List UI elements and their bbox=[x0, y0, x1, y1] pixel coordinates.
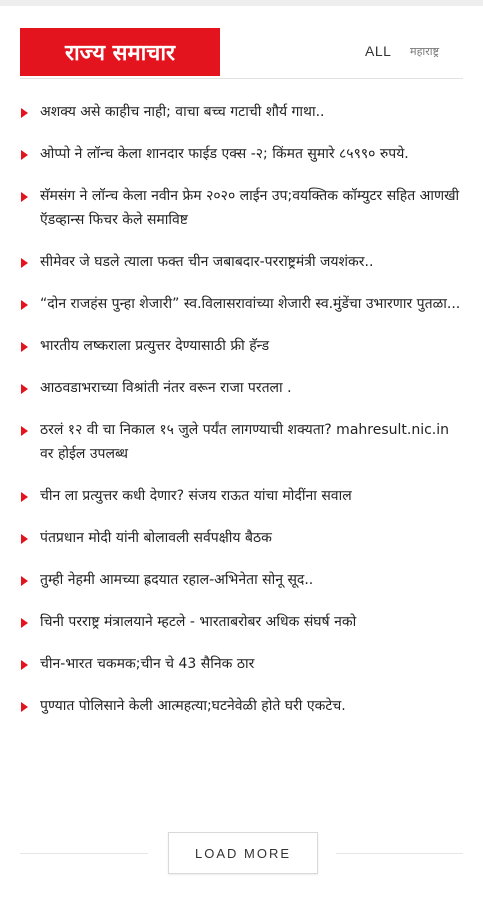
news-item[interactable] bbox=[20, 568, 463, 592]
news-headline[interactable]: तुम्ही नेहमी आमच्या ह्रदयात रहाल-अभिनेता सोनू सूद.. bbox=[40, 572, 314, 588]
news-headline[interactable]: भारतीय लष्कराला प्रत्युत्तर देण्यासाठी फ्री हॅन्ड bbox=[40, 338, 270, 354]
section-title: राज्य समाचार bbox=[20, 28, 220, 76]
news-headline[interactable]: “दोन राजहंस पुन्हा शेजारी” स्व.विलासरावांच्या शेजारी स्व.मुंडेंचा उभारणार पुतळा... bbox=[40, 296, 461, 312]
news-headline[interactable]: सीमेवर जे घडले त्याला फक्त चीन जबाबदार-परराष्ट्रमंत्री जयशंकर.. bbox=[40, 254, 374, 270]
news-item[interactable] bbox=[20, 100, 463, 124]
bullet-arrow-icon bbox=[21, 192, 28, 202]
news-headline[interactable]: ठरलं १२ वी चा निकाल १५ जुले पर्यंत लागण्याची शक्यता? mahresult.nic.in वर होईल उपलब्ध bbox=[40, 422, 449, 462]
bullet-arrow-icon bbox=[21, 150, 28, 160]
section-header bbox=[20, 28, 463, 79]
news-item[interactable] bbox=[20, 526, 463, 550]
bullet-arrow-icon bbox=[21, 342, 28, 352]
footer-divider-left bbox=[20, 853, 148, 854]
bullet-arrow-icon bbox=[21, 702, 28, 712]
bullet-arrow-icon bbox=[21, 108, 28, 118]
tab-all[interactable]: ALL bbox=[365, 43, 392, 59]
news-item[interactable] bbox=[20, 694, 463, 718]
bullet-arrow-icon bbox=[21, 492, 28, 502]
news-item[interactable] bbox=[20, 334, 463, 358]
bullet-arrow-icon bbox=[21, 534, 28, 544]
news-headline[interactable]: चिनी परराष्ट्र मंत्रालयाने म्हटले - भारताबरोबर अधिक संघर्ष नको bbox=[40, 614, 357, 630]
news-headline[interactable]: ओप्पो ने लॉन्च केला शानदार फाईड एक्स -२; किंमत सुमारे ८५९९० रुपये. bbox=[40, 146, 409, 162]
news-headline[interactable]: अशक्य असे काहीच नाही; वाचा बच्च गटाची शौर्य गाथा.. bbox=[40, 104, 325, 120]
news-headline[interactable]: सॅमसंग ने लॉन्च केला नवीन फ्रेम २०२० लाईन उप;वयक्तिक कॉम्युटर सहित आणखी ऍडव्हान्स फिचर केले समाविष्ट bbox=[40, 188, 460, 228]
news-item[interactable] bbox=[20, 610, 463, 634]
news-list bbox=[20, 100, 463, 736]
bullet-arrow-icon bbox=[21, 300, 28, 310]
news-item[interactable] bbox=[20, 250, 463, 274]
news-item[interactable] bbox=[20, 142, 463, 166]
news-headline[interactable]: आठवडाभराच्या विश्रांती नंतर वरून राजा परतला . bbox=[40, 380, 292, 396]
top-divider bbox=[0, 0, 483, 6]
load-more-button[interactable]: LOAD MORE bbox=[168, 832, 318, 874]
bullet-arrow-icon bbox=[21, 618, 28, 628]
news-headline[interactable]: पुण्यात पोलिसाने केली आत्महत्या;घटनेवेळी होते घरी एकटेच. bbox=[40, 698, 346, 714]
bullet-arrow-icon bbox=[21, 384, 28, 394]
news-headline[interactable]: चीन ला प्रत्युत्तर कधी देणार? संजय राऊत यांचा मोदींना सवाल bbox=[40, 488, 352, 504]
news-item[interactable] bbox=[20, 652, 463, 676]
bullet-arrow-icon bbox=[21, 576, 28, 586]
footer-divider-right bbox=[336, 853, 463, 854]
tab-maharashtra[interactable]: महाराष्ट्र bbox=[410, 45, 440, 58]
bullet-arrow-icon bbox=[21, 258, 28, 268]
bullet-arrow-icon bbox=[21, 426, 28, 436]
news-item[interactable] bbox=[20, 484, 463, 508]
news-headline[interactable]: पंतप्रधान मोदी यांनी बोलावली सर्वपक्षीय बैठक bbox=[40, 530, 272, 546]
news-item[interactable] bbox=[20, 292, 463, 316]
bullet-arrow-icon bbox=[21, 660, 28, 670]
news-headline[interactable]: चीन-भारत चकमक;चीन चे 43 सैनिक ठार bbox=[40, 656, 255, 672]
news-item[interactable] bbox=[20, 418, 463, 466]
news-item[interactable] bbox=[20, 376, 463, 400]
news-item[interactable] bbox=[20, 184, 463, 232]
